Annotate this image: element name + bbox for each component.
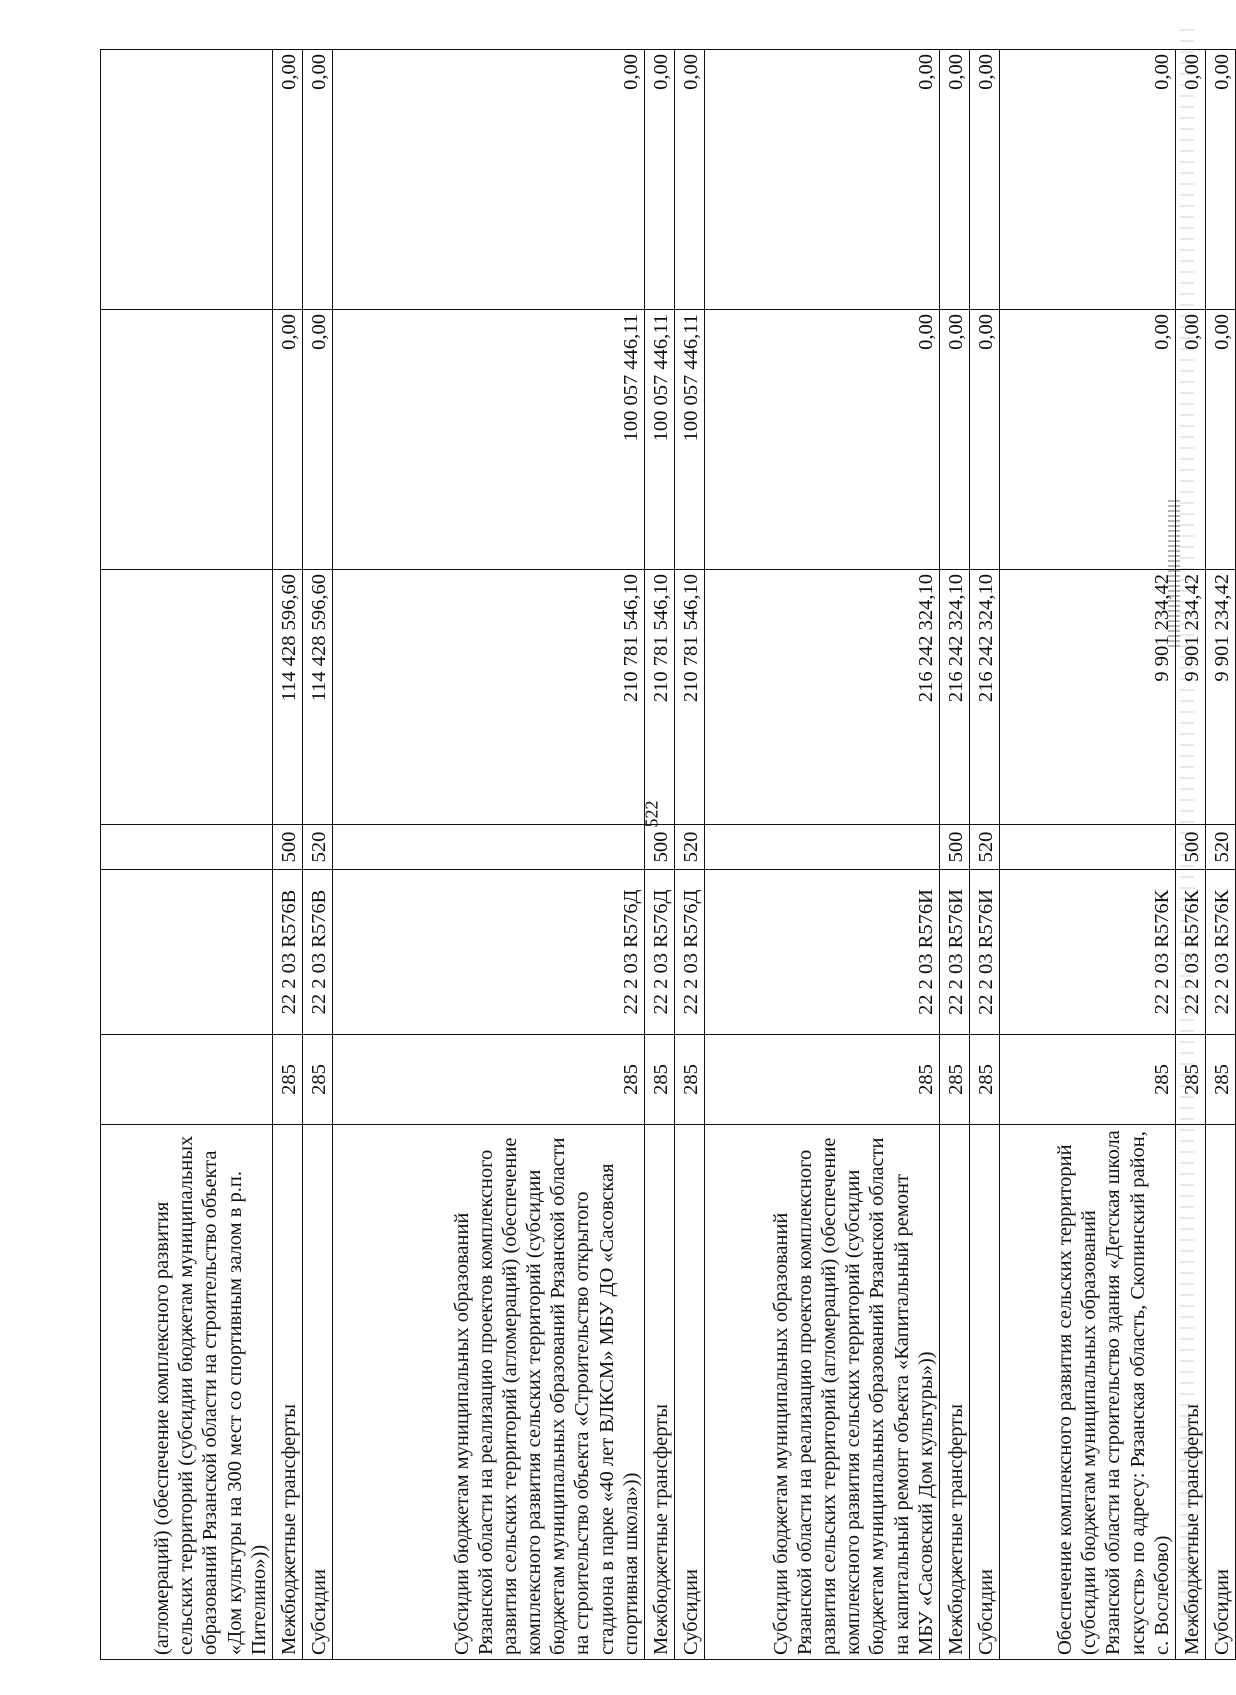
amount-year1-cell: 9 901 234,42 [1206,570,1236,825]
amount-year1-cell: 210 781 546,10 [333,570,645,825]
table-row [970,50,1000,1660]
table-row [333,50,645,1660]
ministry-code-cell: 285 [940,1035,970,1125]
target-article-code-cell: 22 2 03 R576К [1000,870,1176,1035]
description-cell: Субсидии бюджетам муниципальных образований Рязанской области на реализацию проектов комплексного развития сельских территорий (агломераций) (обеспечение комплексного развития сельских территорий (субсидии бюджетам муниципальных образований Рязанской области на строительство объекта «Строительство открытого стадиона в парке «40 лет ВЛКСМ» МБУ ДО «Сасовская спортивная школа»)) [333,1125,645,1660]
amount-year1-cell: 216 242 324,10 [970,570,1000,825]
expense-type-code-cell: 500 [273,825,303,870]
expense-type-code-cell: 520 [675,825,705,870]
target-article-code-cell [101,870,273,1035]
amount-year2-cell: 0,00 [1176,310,1206,570]
target-article-code-cell: 22 2 03 R576И [970,870,1000,1035]
amount-year3-cell: 0,00 [273,50,303,310]
expense-type-code-cell [101,825,273,870]
amount-year1-cell: 216 242 324,10 [705,570,940,825]
description-cell: Субсидии [675,1125,705,1660]
amount-year3-cell: 0,00 [970,50,1000,310]
target-article-code-cell: 22 2 03 R576И [940,870,970,1035]
expense-type-code-cell: 500 [645,825,675,870]
amount-year2-cell: 0,00 [303,310,333,570]
amount-year2-cell: 0,00 [1000,310,1176,570]
ministry-code-cell [101,1035,273,1125]
amount-year2-cell: 100 057 446,11 [645,310,675,570]
description-cell: Межбюджетные трансферты [645,1125,675,1660]
amount-year3-cell: 0,00 [303,50,333,310]
amount-year3-cell: 0,00 [645,50,675,310]
description-cell: Субсидии [970,1125,1000,1660]
amount-year2-cell: 0,00 [1206,310,1236,570]
ministry-code-cell: 285 [705,1035,940,1125]
ministry-code-cell: 285 [273,1035,303,1125]
ministry-code-cell: 285 [645,1035,675,1125]
description-cell: Субсидии [1206,1125,1236,1660]
budget-table [100,49,1236,1660]
ministry-code-cell: 285 [970,1035,1000,1125]
table-row [1176,50,1206,1660]
target-article-code-cell: 22 2 03 R576К [1206,870,1236,1035]
amount-year1-cell: 114 428 596,60 [273,570,303,825]
amount-year1-cell: 210 781 546,10 [675,570,705,825]
table-row [303,50,333,1660]
table-row [645,50,675,1660]
ministry-code-cell: 285 [1000,1035,1176,1125]
description-cell: Межбюджетные трансферты [940,1125,970,1660]
ministry-code-cell: 285 [333,1035,645,1125]
amount-year3-cell: 0,00 [1206,50,1236,310]
description-cell: Субсидии [303,1125,333,1660]
ministry-code-cell: 285 [1206,1035,1236,1125]
target-article-code-cell: 22 2 03 R576Д [333,870,645,1035]
description-cell: (агломераций) (обеспечение комплексного развития сельских территорий (субсидии бюджетам муниципальных образований Рязанской области на строительство объекта «Дом культуры на 300 мест со спортивным залом в р.п. Пителино»)) [101,1125,273,1660]
amount-year2-cell: 100 057 446,11 [675,310,705,570]
amount-year3-cell: 0,00 [333,50,645,310]
amount-year3-cell: 0,00 [940,50,970,310]
description-cell: Субсидии бюджетам муниципальных образований Рязанской области на реализацию проектов комплексного развития сельских территорий (агломераций) (обеспечение комплексного развития сельских территорий (субсидии бюджетам муниципальных образований Рязанской области на капитальный ремонт объекта «Капитальный ремонт МБУ «Сасовский Дом культуры»)) [705,1125,940,1660]
expense-type-code-cell: 520 [303,825,333,870]
ministry-code-cell: 285 [303,1035,333,1125]
amount-year1-cell: 9 901 234,42 [1176,570,1206,825]
target-article-code-cell: 22 2 03 R576В [273,870,303,1035]
description-cell: Обеспечение комплексного развития сельских территорий (субсидии бюджетам муниципальных образований Рязанской области на строительство здания «Детская школа искусств» по адресу: Рязанская область, Скопинский район, с. Вослебово) [1000,1125,1176,1660]
target-article-code-cell: 22 2 03 R576И [705,870,940,1035]
expense-type-code-cell: 520 [970,825,1000,870]
expense-type-code-cell [1000,825,1176,870]
description-cell: Межбюджетные трансферты [1176,1125,1206,1660]
target-article-code-cell: 22 2 03 R576Д [645,870,675,1035]
amount-year1-cell: 114 428 596,60 [303,570,333,825]
amount-year1-cell: 9 901 234,42 [1000,570,1176,825]
table-row [273,50,303,1660]
amount-year1-cell [101,570,273,825]
amount-year1-cell: 210 781 546,10 [645,570,675,825]
table-row [101,50,273,1660]
budget-table-body [101,50,1236,1660]
amount-year2-cell: 0,00 [970,310,1000,570]
table-row [705,50,940,1660]
table-row [940,50,970,1660]
amount-year2-cell: 0,00 [940,310,970,570]
table-row [1206,50,1236,1660]
amount-year3-cell: 0,00 [705,50,940,310]
amount-year2-cell: 0,00 [705,310,940,570]
table-row [1000,50,1176,1660]
target-article-code-cell: 22 2 03 R576В [303,870,333,1035]
expense-type-code-cell [333,825,645,870]
amount-year3-cell: 0,00 [675,50,705,310]
amount-year2-cell [101,310,273,570]
ministry-code-cell: 285 [1176,1035,1206,1125]
description-cell: Межбюджетные трансферты [273,1125,303,1660]
expense-type-code-cell: 500 [1176,825,1206,870]
target-article-code-cell: 22 2 03 R576К [1176,870,1206,1035]
ministry-code-cell: 285 [675,1035,705,1125]
expense-type-code-cell: 500 [940,825,970,870]
amount-year3-cell: 0,00 [1000,50,1176,310]
amount-year1-cell: 216 242 324,10 [940,570,970,825]
expense-type-code-cell: 520 [1206,825,1236,870]
rotated-table-wrapper [100,50,1233,1660]
page-number: 522 [641,800,662,828]
target-article-code-cell: 22 2 03 R576Д [675,870,705,1035]
amount-year2-cell: 100 057 446,11 [333,310,645,570]
expense-type-code-cell [705,825,940,870]
amount-year3-cell: 0,00 [1176,50,1206,310]
amount-year3-cell [101,50,273,310]
table-row [675,50,705,1660]
amount-year2-cell: 0,00 [273,310,303,570]
